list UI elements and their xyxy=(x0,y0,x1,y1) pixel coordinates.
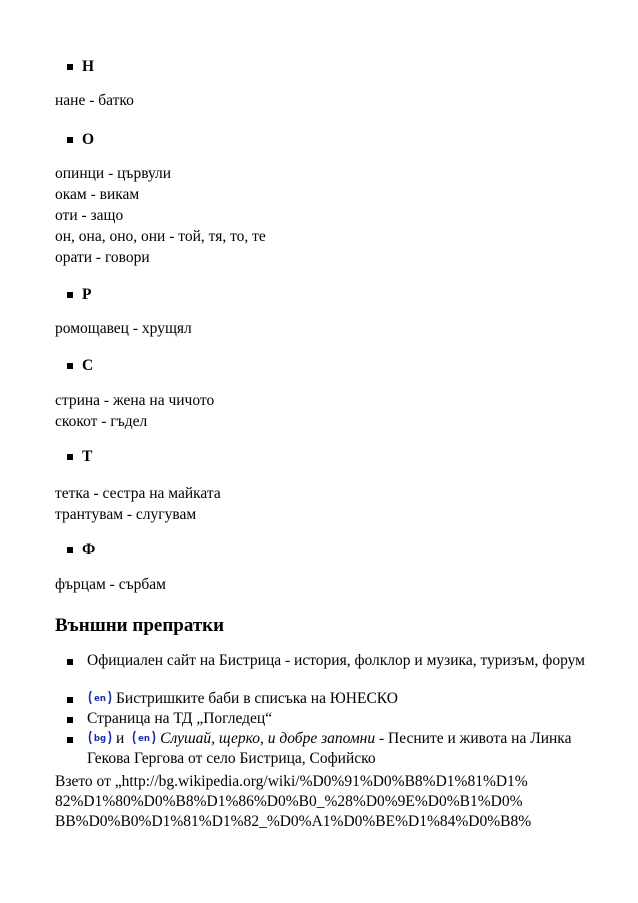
bullet-square-icon xyxy=(67,659,73,665)
bullet-square-icon xyxy=(67,454,73,460)
external-links-heading: Външни препратки xyxy=(55,615,225,636)
external-link-item xyxy=(67,729,597,769)
letter-label: Н xyxy=(82,58,95,75)
letter-label: Ф xyxy=(82,541,96,558)
glossary-entry: стрина - жена на чичото xyxy=(55,392,215,409)
glossary-entry: он, она, оно, они - той, тя, то, те xyxy=(55,228,266,245)
bullet-square-icon xyxy=(67,737,73,743)
glossary-entry: оти - защо xyxy=(55,207,124,224)
bullet-square-icon xyxy=(67,363,73,369)
glossary-entry: окам - викам xyxy=(55,186,140,203)
letter-label: Р xyxy=(82,286,92,303)
link-description: - Песните и живота на Линка Гекова Гергова от село Бистрица, Софийско xyxy=(87,730,572,767)
letter-label: О xyxy=(82,131,95,148)
letter-heading-s xyxy=(67,357,93,375)
svg-text:en: en xyxy=(94,694,106,704)
glossary-entry: опинци - цървули xyxy=(55,165,172,182)
letter-heading-t xyxy=(67,448,92,466)
letter-label: С xyxy=(82,357,94,374)
glossary-entry: орати - говори xyxy=(55,249,150,266)
glossary-entry: тетка - сестра на майката xyxy=(55,485,221,502)
external-link-item xyxy=(67,651,597,671)
source-line: Взето от „http://bg.wikipedia.org/wiki/%D0%91%D0%B8%D1%81%D1% xyxy=(55,773,528,790)
letter-heading-r xyxy=(67,286,91,304)
source-footer xyxy=(55,772,595,832)
letter-heading-o xyxy=(67,131,94,149)
language-bg-icon xyxy=(87,730,113,745)
bullet-square-icon xyxy=(67,547,73,553)
letter-heading-n xyxy=(67,58,94,76)
bullet-square-icon xyxy=(67,64,73,70)
external-link-td-pogledets[interactable]: Страница на ТД „Погледец“ xyxy=(87,710,273,727)
bullet-square-icon xyxy=(67,697,73,703)
source-line: BB%D0%B0%D1%81%D1%82_%D0%A1%D0%BE%D1%84%D0%B8% xyxy=(55,813,532,830)
external-link-unesco[interactable]: Бистришките баби в списъка на ЮНЕСКО xyxy=(116,690,398,707)
letter-label: Т xyxy=(82,448,93,465)
language-en-icon xyxy=(87,690,113,705)
glossary-entry: фърцам - сърбам xyxy=(55,576,166,593)
glossary-entry: ромощавец - хрущял xyxy=(55,320,192,337)
source-line: 82%D1%80%D0%B8%D1%86%D0%B0_%28%D0%9E%D0%B1%D0% xyxy=(55,793,523,810)
bullet-square-icon xyxy=(67,717,73,723)
glossary-entry: трантувам - слугувам xyxy=(55,506,197,523)
external-link-item xyxy=(67,689,597,709)
letter-heading-f xyxy=(67,541,95,559)
glossary-entry: скокот - гъдел xyxy=(55,413,148,430)
svg-text:en: en xyxy=(138,734,151,744)
bullet-square-icon xyxy=(67,292,73,298)
external-link-listen-daughter[interactable]: Слушай, щерко, и добре запомни xyxy=(160,730,376,747)
and-text: и xyxy=(116,730,125,747)
external-link-official-site[interactable]: Официален сайт на Бистрица - история, фолклор и музика, туризъм, форум xyxy=(87,652,585,669)
bullet-square-icon xyxy=(67,137,73,143)
external-link-item xyxy=(67,709,597,729)
language-en-icon xyxy=(131,730,157,745)
svg-text:bg: bg xyxy=(93,734,107,744)
glossary-entry: нане - батко xyxy=(55,92,134,109)
